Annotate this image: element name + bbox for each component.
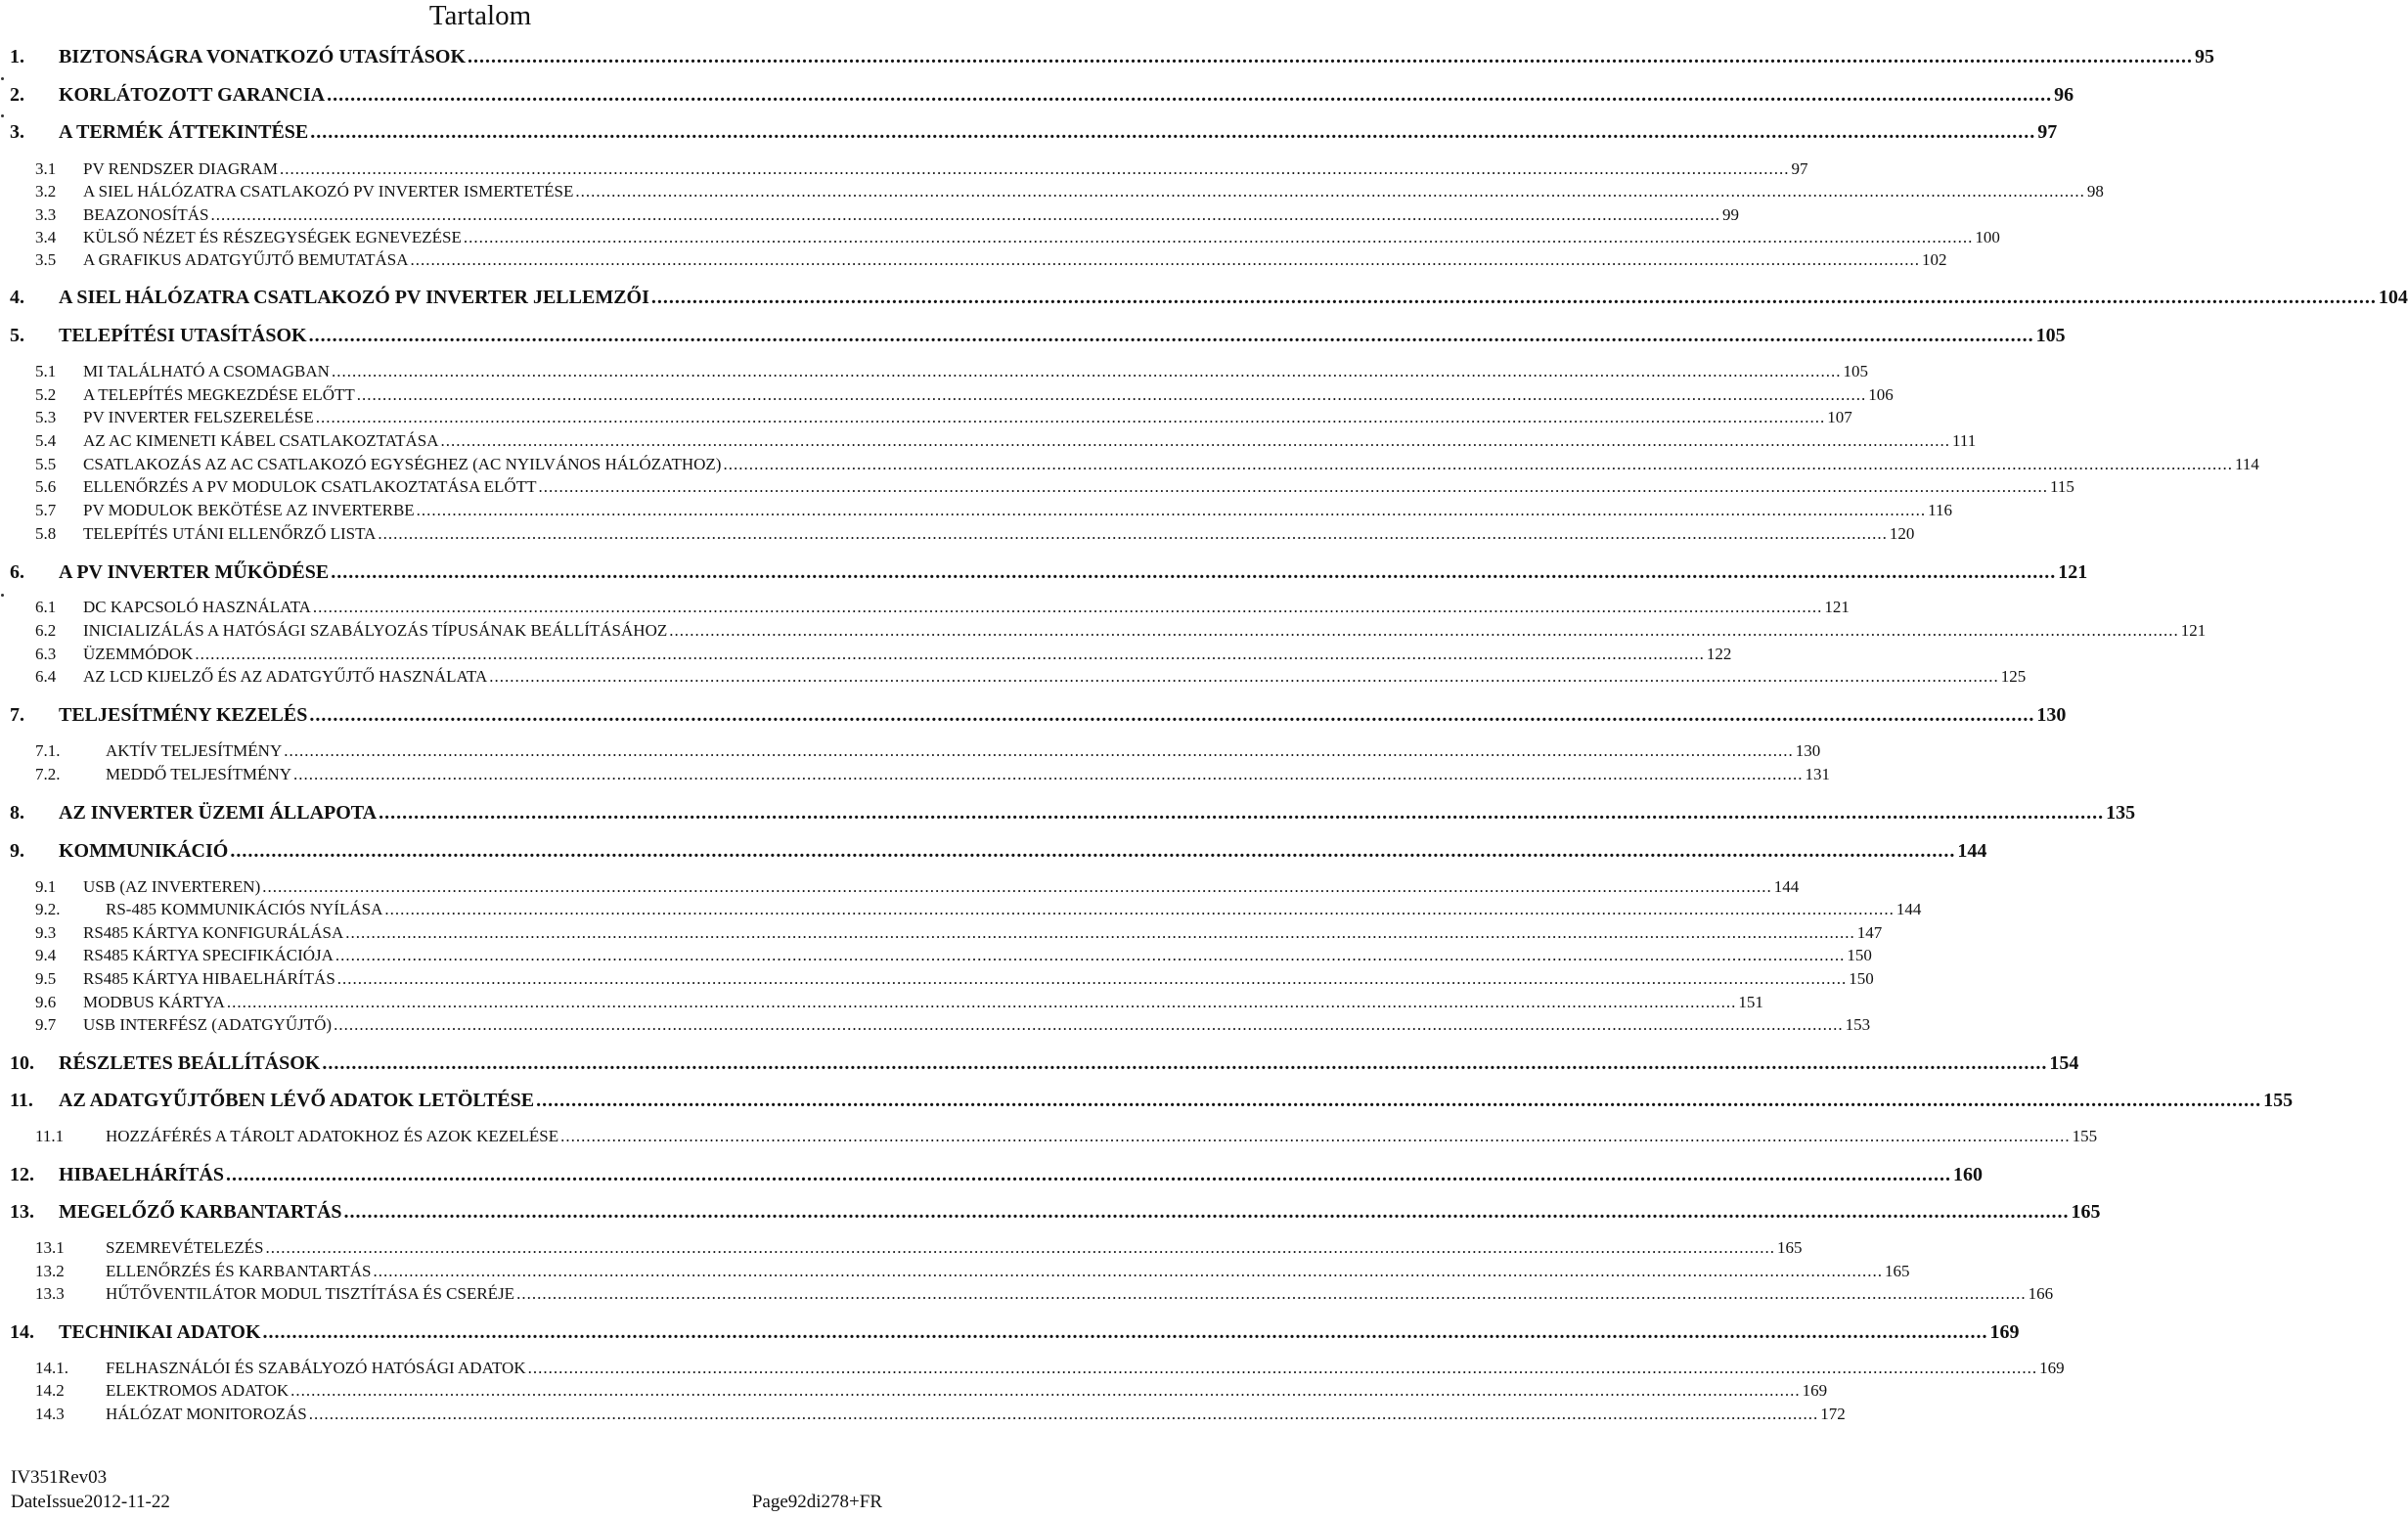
toc-number: 3.2	[35, 182, 57, 201]
toc-number: 9.2.	[35, 900, 61, 918]
toc-number: 14.2	[35, 1381, 65, 1400]
toc-label: AZ LCD KIJELZŐ ÉS AZ ADATGYŰJTŐ HASZNÁLATA	[83, 667, 488, 686]
toc-number: 12.	[10, 1164, 34, 1185]
toc-label: USB INTERFÉSZ (ADATGYŰJTŐ)	[83, 1015, 333, 1034]
toc-label: MODBUS KÁRTYA	[83, 993, 225, 1011]
dot-leader	[327, 84, 2052, 107]
dot-leader	[417, 501, 1927, 520]
toc-page-number: 165	[2071, 1201, 2101, 1223]
dot-leader	[538, 477, 2048, 497]
toc-number: 11.	[10, 1090, 33, 1111]
toc-page-number: 165	[1885, 1262, 1910, 1280]
toc-page-number: 99	[1721, 205, 1739, 224]
dot-leader	[357, 385, 1867, 405]
toc-number: 5.5	[35, 455, 57, 473]
toc-subsection[interactable]	[0, 182, 2104, 201]
toc-number: 13.1	[35, 1238, 65, 1257]
footer-page-ref: Page92di278+FR	[751, 1492, 882, 1512]
dot-leader	[651, 287, 2377, 309]
toc-label: PV INVERTER FELSZERELÉSE	[83, 408, 314, 426]
toc-number: 8.	[10, 802, 24, 824]
toc-section[interactable]	[0, 561, 2088, 584]
page-title: Tartalom	[428, 0, 532, 31]
dot-leader	[536, 1090, 2261, 1112]
toc-subsection[interactable]	[0, 1381, 1828, 1401]
toc-number: 3.	[10, 121, 24, 143]
toc-number: 1.	[10, 46, 24, 67]
toc-label: RS485 KÁRTYA SPECIFIKÁCIÓJA	[83, 946, 334, 964]
toc-page-number: 147	[1856, 923, 1883, 942]
toc-number: 5.	[10, 325, 24, 346]
toc-label: RS485 KÁRTYA HIBAELHÁRÍTÁS	[83, 969, 335, 988]
toc-page-number: 151	[1738, 993, 1763, 1011]
toc-number: 7.	[10, 704, 24, 726]
toc-page-number: 144	[1773, 877, 1800, 896]
dot-leader	[230, 840, 1955, 863]
toc-number: 6.4	[35, 667, 57, 686]
dot-leader	[265, 1238, 1775, 1258]
margin-dot	[1, 594, 4, 597]
toc-number: 6.	[10, 561, 24, 583]
toc-label: SZEMREVÉTELEZÉS	[106, 1238, 264, 1257]
toc-number: 9.4	[35, 946, 57, 964]
dot-leader	[290, 1381, 1801, 1401]
toc-section[interactable]	[0, 287, 2408, 309]
dot-leader	[280, 159, 1790, 179]
toc-subsection[interactable]	[0, 250, 1947, 270]
toc-page-number: 102	[1922, 250, 1947, 269]
toc-label: ELEKTROMOS ADATOK	[106, 1381, 290, 1400]
toc-label: A SIEL HÁLÓZATRA CSATLAKOZÓ PV INVERTER ISMERTETÉSE	[83, 182, 574, 201]
dot-leader	[345, 923, 1855, 943]
toc-page-number: 114	[2234, 455, 2259, 473]
toc-section[interactable]	[0, 840, 1987, 863]
toc-subsection[interactable]	[0, 667, 2027, 687]
dot-leader	[226, 1164, 1951, 1186]
toc-page-number: 122	[1706, 645, 1732, 663]
toc-label: TELJESÍTMÉNY KEZELÉS	[59, 704, 308, 726]
toc-page-number: 120	[1889, 524, 1915, 543]
toc-label: A SIEL HÁLÓZATRA CSATLAKOZÓ PV INVERTER JELLEMZŐI	[59, 287, 649, 308]
toc-number: 13.3	[35, 1284, 65, 1303]
toc-page-number: 116	[1928, 501, 1953, 519]
toc-subsection[interactable]	[0, 877, 1800, 897]
toc-label: RÉSZLETES BEÁLLÍTÁSOK	[59, 1052, 321, 1074]
toc-label: MEDDŐ TELJESÍTMÉNY	[106, 765, 291, 783]
dot-leader	[441, 431, 1951, 451]
toc-section[interactable]	[0, 1052, 2079, 1075]
dot-leader	[332, 362, 1842, 381]
dot-leader	[262, 877, 1772, 897]
toc-label: FELHASZNÁLÓI ÉS SZABÁLYOZÓ HATÓSÁGI ADATOK	[106, 1359, 526, 1377]
toc-label: PV MODULOK BEKÖTÉSE AZ INVERTERBE	[83, 501, 415, 519]
toc-page-number: 97	[2037, 121, 2058, 143]
toc-page-number: 98	[2086, 182, 2104, 201]
toc-section[interactable]	[0, 46, 2215, 68]
toc-subsection[interactable]	[0, 1405, 1846, 1424]
dot-leader	[263, 1321, 1988, 1344]
dot-leader	[335, 946, 1846, 965]
toc-number: 9.	[10, 840, 24, 862]
toc-subsection[interactable]	[0, 1262, 1910, 1281]
toc-number: 6.1	[35, 598, 57, 616]
toc-number: 14.1.	[35, 1359, 68, 1377]
toc-label: CSATLAKOZÁS AZ AC CSATLAKOZÓ EGYSÉGHEZ (AC NYILVÁNOS HÁLÓZATHOZ)	[83, 455, 722, 473]
toc-label: AZ ADATGYŰJTŐBEN LÉVŐ ADATOK LETÖLTÉSE	[59, 1090, 535, 1111]
toc-label: AZ AC KIMENETI KÁBEL CSATLAKOZTATÁSA	[83, 431, 439, 450]
toc-label: HÁLÓZAT MONITOROZÁS	[106, 1405, 307, 1423]
toc-number: 9.6	[35, 993, 57, 1011]
toc-section[interactable]	[0, 1164, 1983, 1186]
toc-label: KOMMUNIKÁCIÓ	[59, 840, 229, 862]
toc-number: 5.4	[35, 431, 57, 450]
toc-label: PV RENDSZER DIAGRAM	[83, 159, 278, 178]
dot-leader	[195, 645, 1705, 664]
toc-number: 13.	[10, 1201, 34, 1223]
toc-page-number: 155	[2072, 1127, 2098, 1145]
dot-leader	[528, 1359, 2038, 1378]
dot-leader	[284, 741, 1794, 761]
toc-label: ÜZEMMÓDOK	[83, 645, 194, 663]
toc-page-number: 172	[1820, 1405, 1846, 1423]
dot-leader	[374, 1262, 1884, 1281]
toc-subsection[interactable]	[0, 923, 1883, 943]
toc-page-number: 153	[1845, 1015, 1871, 1034]
toc-subsection[interactable]	[0, 501, 1953, 520]
toc-subsection[interactable]	[0, 159, 1808, 179]
toc-label: A TELEPÍTÉS MEGKEZDÉSE ELŐTT	[83, 385, 355, 404]
footer-doc-code: IV351Rev03	[11, 1467, 108, 1488]
dot-leader	[210, 205, 1720, 225]
toc-number: 11.1	[35, 1127, 65, 1145]
dot-leader	[310, 121, 2035, 144]
footer-date-issue: DateIssue2012-11-22	[11, 1492, 170, 1512]
toc-number: 3.4	[35, 228, 57, 246]
toc-page-number: 121	[2058, 561, 2088, 583]
dot-leader	[489, 667, 1999, 687]
toc-subsection[interactable]	[0, 455, 2259, 474]
toc-page-number: 150	[1849, 969, 1874, 988]
dot-leader	[309, 325, 2034, 347]
dot-leader	[575, 182, 2085, 201]
toc-page-number: 96	[2054, 84, 2074, 106]
dot-leader	[378, 524, 1888, 544]
toc-subsection[interactable]	[0, 969, 1874, 989]
dot-leader	[464, 228, 1974, 247]
dot-leader	[316, 408, 1826, 427]
toc-number: 3.1	[35, 159, 57, 178]
toc-number: 7.2.	[35, 765, 61, 783]
toc-subsection[interactable]	[0, 431, 1977, 451]
toc-label: DC KAPCSOLÓ HASZNÁLATA	[83, 598, 311, 616]
toc-page-number: 95	[2195, 46, 2215, 67]
toc-subsection[interactable]	[0, 385, 1894, 405]
toc-number: 5.6	[35, 477, 57, 496]
toc-label: RS485 KÁRTYA KONFIGURÁLÁSA	[83, 923, 344, 942]
dot-leader	[322, 1052, 2047, 1075]
toc-subsection[interactable]	[0, 1284, 2054, 1304]
toc-label: RS-485 KOMMUNIKÁCIÓS NYÍLÁSA	[106, 900, 383, 918]
toc-number: 9.3	[35, 923, 57, 942]
toc-label: ELLENŐRZÉS ÉS KARBANTARTÁS	[106, 1262, 372, 1280]
toc-number: 9.5	[35, 969, 57, 988]
toc-label: ELLENŐRZÉS A PV MODULOK CSATLAKOZTATÁSA ELŐTT	[83, 477, 537, 496]
dot-leader	[344, 1201, 2070, 1224]
toc-subsection[interactable]	[0, 598, 1850, 617]
toc-number: 14.3	[35, 1405, 65, 1423]
toc-label: HOZZÁFÉRÉS A TÁROLT ADATOKHOZ ÉS AZOK KEZELÉSE	[106, 1127, 559, 1145]
dot-leader	[516, 1284, 2027, 1304]
toc-number: 6.3	[35, 645, 57, 663]
toc-label: USB (AZ INVERTEREN)	[83, 877, 261, 896]
toc-section[interactable]	[0, 84, 2074, 107]
dot-leader	[560, 1127, 2071, 1146]
toc-number: 4.	[10, 287, 24, 308]
toc-label: KORLÁTOZOTT GARANCIA	[59, 84, 326, 106]
toc-section[interactable]	[0, 325, 2066, 347]
toc-page-number: 100	[1975, 228, 2000, 246]
toc-label: A TERMÉK ÁTTEKINTÉSE	[59, 121, 309, 143]
toc-page-number: 169	[2039, 1359, 2065, 1377]
toc-page-number: 107	[1827, 408, 1852, 426]
toc-number: 5.2	[35, 385, 57, 404]
toc-subsection[interactable]	[0, 1238, 1803, 1258]
toc-subsection[interactable]	[0, 765, 1830, 784]
dot-leader	[334, 1015, 1844, 1035]
dot-leader	[313, 598, 1823, 617]
dot-leader	[669, 621, 2179, 641]
toc-number: 9.1	[35, 877, 57, 896]
toc-subsection[interactable]	[0, 362, 1868, 381]
toc-label: HIBAELHÁRÍTÁS	[59, 1164, 224, 1185]
toc-subsection[interactable]	[0, 1127, 2098, 1146]
toc-page-number: 130	[2036, 704, 2067, 726]
toc-label: BEAZONOSÍTÁS	[83, 205, 209, 224]
dot-leader	[331, 561, 2056, 584]
toc-page-number: 160	[1952, 1164, 1983, 1185]
toc-page-number: 115	[2049, 477, 2074, 496]
toc-subsection[interactable]	[0, 477, 2074, 497]
toc-label: AKTÍV TELJESÍTMÉNY	[106, 741, 283, 760]
dot-leader	[379, 802, 2104, 825]
toc-subsection[interactable]	[0, 946, 1872, 965]
toc-label: TELEPÍTÉS UTÁNI ELLENŐRZŐ LISTA	[83, 524, 377, 543]
dot-leader	[309, 704, 2034, 727]
toc-page-number: 165	[1776, 1238, 1803, 1257]
toc-number: 7.1.	[35, 741, 61, 760]
toc-page-number: 144	[1957, 840, 1987, 862]
toc-section[interactable]	[0, 1201, 2101, 1224]
toc-page-number: 169	[1989, 1321, 2020, 1343]
dot-leader	[337, 969, 1848, 989]
toc-page-number: 105	[1843, 362, 1868, 380]
toc-subsection[interactable]	[0, 1359, 2065, 1378]
toc-label: MI TALÁLHATÓ A CSOMAGBAN	[83, 362, 330, 380]
dot-leader	[309, 1405, 1819, 1424]
toc-label: HŰTŐVENTILÁTOR MODUL TISZTÍTÁSA ÉS CSERÉJE	[106, 1284, 515, 1303]
toc-number: 9.7	[35, 1015, 57, 1034]
toc-number: 3.5	[35, 250, 57, 269]
toc-label: MEGELŐZŐ KARBANTARTÁS	[59, 1201, 342, 1223]
toc-page-number: 166	[2028, 1284, 2054, 1303]
toc-subsection[interactable]	[0, 900, 1922, 919]
toc-label: KÜLSŐ NÉZET ÉS RÉSZEGYSÉGEK EGNEVEZÉSE	[83, 228, 462, 246]
toc-number: 5.8	[35, 524, 57, 543]
toc-page-number: 130	[1795, 741, 1821, 760]
toc-page-number: 121	[1824, 598, 1850, 616]
toc-label: TELEPÍTÉSI UTASÍTÁSOK	[59, 325, 307, 346]
toc-label: INICIALIZÁLÁS A HATÓSÁGI SZABÁLYOZÁS TÍPUSÁNAK BEÁLLÍTÁSÁHOZ	[83, 621, 668, 640]
toc-section[interactable]	[0, 802, 2136, 825]
toc-subsection[interactable]	[0, 205, 1739, 225]
toc-number: 5.3	[35, 408, 57, 426]
toc-label: A PV INVERTER MŰKÖDÉSE	[59, 561, 330, 583]
toc-number: 6.2	[35, 621, 57, 640]
toc-page-number: 154	[2049, 1052, 2079, 1074]
toc-subsection[interactable]	[0, 993, 1763, 1012]
toc-number: 13.2	[35, 1262, 65, 1280]
toc-page-number: 135	[2106, 802, 2136, 824]
toc-page-number: 131	[1805, 765, 1830, 783]
toc-page-number: 150	[1847, 946, 1872, 964]
toc-section[interactable]	[0, 121, 2058, 144]
toc-subsection[interactable]	[0, 741, 1821, 761]
margin-dot	[1, 77, 4, 80]
toc-number: 5.7	[35, 501, 57, 519]
toc-section[interactable]	[0, 1321, 2020, 1344]
toc-number: 14.	[10, 1321, 34, 1343]
toc-page-number: 111	[1952, 431, 1977, 450]
margin-dot	[1, 114, 4, 117]
toc-number: 3.3	[35, 205, 57, 224]
dot-leader	[411, 250, 1921, 270]
toc-page-number: 125	[2000, 667, 2027, 686]
dot-leader	[293, 765, 1804, 784]
toc-section[interactable]	[0, 704, 2067, 727]
toc-label: A GRAFIKUS ADATGYŰJTŐ BEMUTATÁSA	[83, 250, 409, 269]
toc-page-number: 155	[2263, 1090, 2294, 1111]
dot-leader	[227, 993, 1737, 1012]
toc-page-number: 144	[1895, 900, 1922, 918]
toc-page-number: 104	[2378, 287, 2408, 308]
toc-subsection[interactable]	[0, 621, 2207, 641]
toc-section[interactable]	[0, 1090, 2294, 1112]
toc-page-number: 97	[1791, 159, 1808, 178]
toc-subsection[interactable]	[0, 645, 1732, 664]
toc-page-number: 169	[1802, 1381, 1828, 1400]
toc-page-number: 106	[1868, 385, 1894, 404]
toc-subsection[interactable]	[0, 524, 1915, 544]
toc-label: BIZTONSÁGRA VONATKOZÓ UTASÍTÁSOK	[59, 46, 467, 67]
toc-number: 5.1	[35, 362, 57, 380]
dot-leader	[723, 455, 2233, 474]
toc-page-number: 105	[2035, 325, 2066, 346]
toc-label: AZ INVERTER ÜZEMI ÁLLAPOTA	[59, 802, 378, 824]
dot-leader	[384, 900, 1895, 919]
toc-subsection[interactable]	[0, 1015, 1871, 1035]
toc-number: 2.	[10, 84, 24, 106]
dot-leader	[468, 46, 2193, 68]
toc-subsection[interactable]	[0, 228, 2000, 247]
toc-label: TECHNIKAI ADATOK	[59, 1321, 261, 1343]
toc-page-number: 121	[2180, 621, 2207, 640]
toc-subsection[interactable]	[0, 408, 1852, 427]
toc-number: 10.	[10, 1052, 34, 1074]
